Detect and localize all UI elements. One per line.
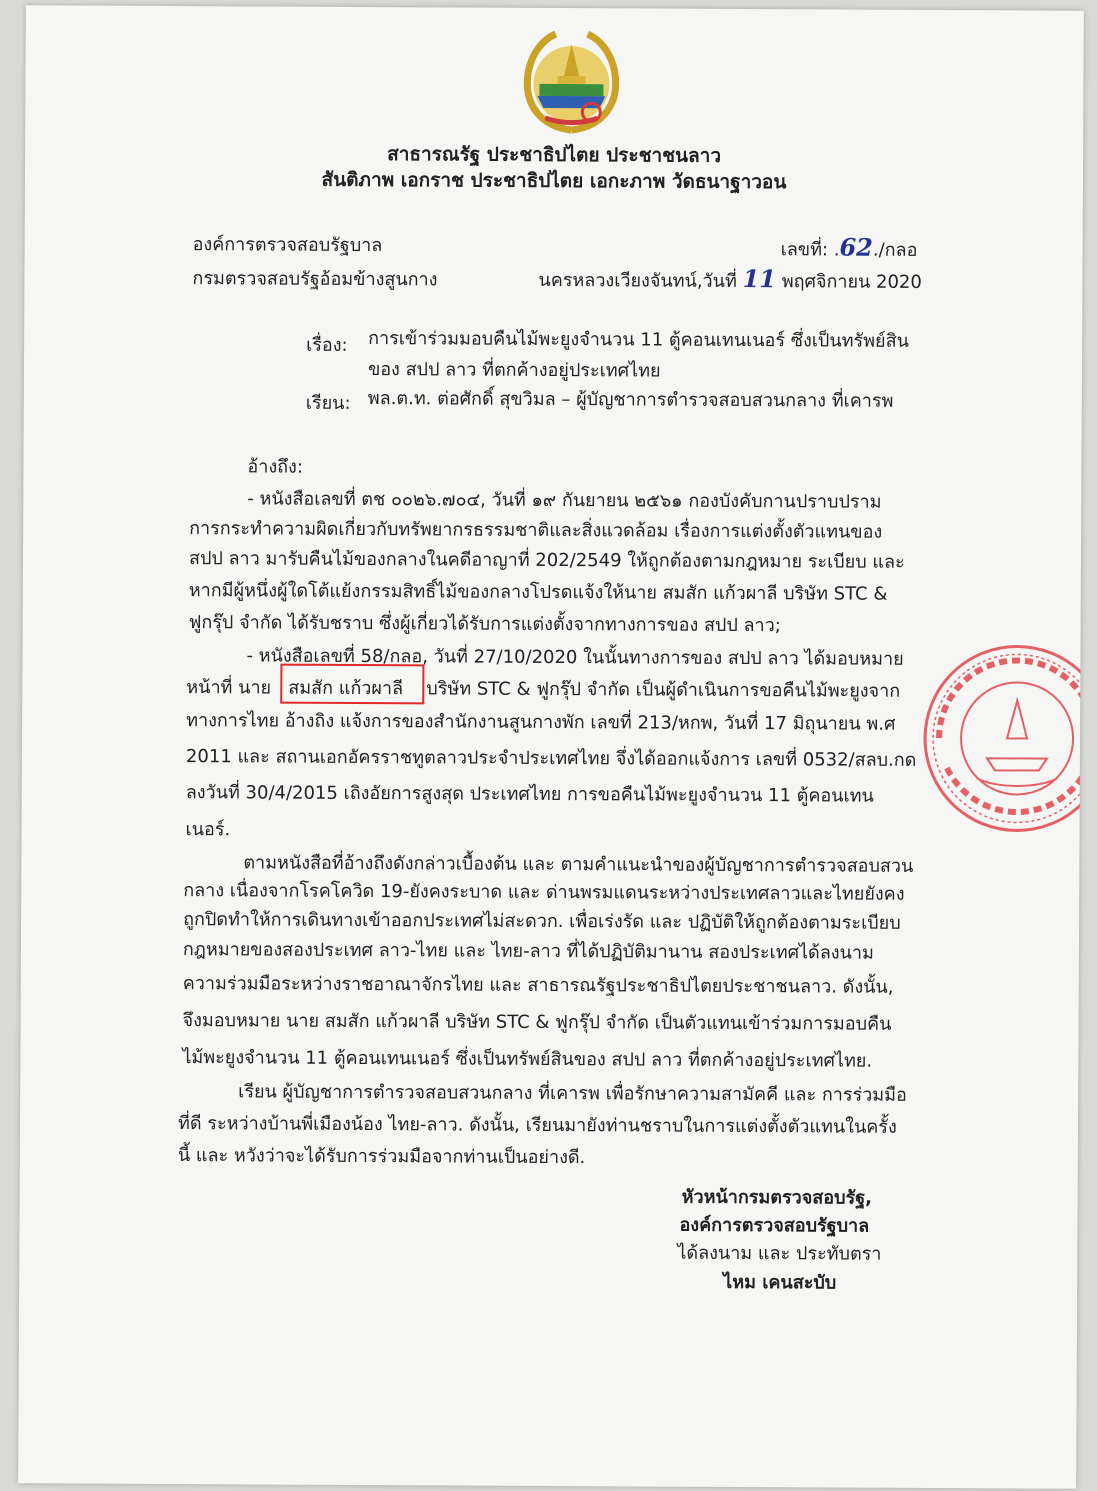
body-line: ถูกปิดทำให้การเดินทางเข้าออกประเทศไม่สะดวก. เพื่อเร่งรัด และ ปฏิบัติให้ถูกต้องตามระเบียบ [183, 909, 901, 934]
header-line1: สาธารณรัฐ ประชาธิปไตย ประชาชนลาว [387, 143, 722, 167]
subject-label: เรื่อง: [306, 334, 348, 356]
recipient-label: เรียน: [305, 392, 351, 414]
sender-org: องค์การตรวจสอบรัฐบาล [192, 234, 383, 257]
body-line: เรียน ผู้บัญชาการตำรวจสอบสวนกลาง ที่เคารพ เพื่อรักษาความสามัคคี และ การร่วมมือ [238, 1081, 907, 1106]
signature-title1: หัวหน้ากรมตรวจสอบรัฐ, [681, 1186, 873, 1209]
body-line: 2011 และ สถานเอกอัครราชทูตลาวประจำประเทศไทย จึ่งได้ออกแจ้งการ เลขที่ 0532/สลบ.กด [185, 746, 917, 771]
date-prefix: นครหลวงเวียงจันทน์,วันที่ [538, 269, 737, 292]
national-emblem-icon [521, 26, 622, 137]
body-line: การกระทำความผิดเกี่ยวกับทรัพยากรธรรมชาติและสิ่งแวดล้อม เรื่องการแต่งตั้งตัวแทนของ [189, 518, 883, 543]
body-line: ทางการไทย อ้างถิง แจ้งการของสำนักงานสูนกางพัก เลขที่ 213/หกพ, วันที่ 17 มิถุนายน พ.ศ [186, 710, 896, 735]
signature-note: ได้ลงนาม และ ประทับตรา [677, 1242, 882, 1265]
signature-name: ไหม เคนสะบับ [723, 1271, 837, 1294]
body-line: ฟูกรุ๊ป จำกัด ได้รับชราบ ซึ่งผู้เกี่ยวได้รับการแต่งตั้งจากทางการของ สปป ลาว; [188, 612, 781, 637]
body-line: ไม้พะยูงจำนวน 11 ตู้คอนเทนเนอร์ ซึ่งเป็นทรัพย์สินของ สปป ลาว ที่ตกค้างอยู่ประเทศไทย. [182, 1047, 873, 1072]
body-line: เนอร์. [185, 819, 231, 841]
header-line2: สันติภาพ เอกราช ประชาธิปไตย เอกะภาพ วัดธนาฐาวอน [321, 168, 787, 194]
references-label: อ้างถึง: [247, 456, 303, 478]
body-line: จึงมอบหมาย นาย สมสัก แก้วผาลี บริษัท STC & ฟูกรุ๊ป จำกัด เป็นตัวแทนเข้าร่วมการมอบคืน [182, 1010, 892, 1035]
date-rest: พฤศจิกายน 2020 [781, 271, 922, 293]
body-line: ลงวันที่ 30/4/2015 เถิงอัยการสูงสุด ประเทศไทย การขอคืนไม้พะยูงจำนวน 11 ตู้คอนเทน [185, 782, 874, 807]
signature-title2: องค์การตรวจสอบรัฐบาล [679, 1214, 870, 1237]
body-line: - หนังสือเลขที่ 58/กลอ, วันที่ 27/10/2020 ในนั้นทางการของ สปป ลาว ได้มอบหมาย [246, 645, 904, 670]
subject-line2: ของ สปป ลาว ที่ตกค้างอยู่ประเทศไทย [367, 359, 661, 382]
ref-handwritten-number: 62 [839, 232, 873, 262]
official-stamp-icon [917, 638, 1084, 839]
body-line: สปป ลาว มารับคืนไม้ของกลางในคดีอาญาที่ 202/2549 ให้ถูกต้องตามกฎหมาย ระเบียบ และ [188, 548, 905, 573]
body-line: กลาง เนื่องจากโรคโควิด 19-ยังคงระบาด และ ด่านพรมแดนระหว่างประเทศลาวและไทยยังคง [183, 880, 905, 905]
highlighted-name: สมสัก แก้วผาลี [288, 677, 404, 700]
body-line: กฎหมายของสองประเทศ ลาว-ไทย และ ไทย-ลาว ที่ได้ปฏิบัติมานาน สองประเทศได้ลงนาม [182, 939, 874, 964]
sender-dept: กรมตรวจสอบรัฐอ้อมข้างสูนกาง [192, 268, 438, 291]
ref-number [780, 232, 918, 262]
body-line: บริษัท STC & ฟูกรุ๊ป จำกัด เป็นผู้ดำเนินการขอคืนไม้พะยูงจาก [426, 678, 901, 702]
body-line: หน้าที่ นาย [186, 677, 272, 699]
date-line [538, 263, 922, 294]
subject-line1: การเข้าร่วมมอบคืนไม้พะยูงจำนวน 11 ตู้คอนเทนเนอร์ ซึ่งเป็นทรัพย์สิน [368, 328, 909, 352]
ref-label: เลขที่: . [780, 239, 840, 261]
body-line: - หนังสือเลขที่ ตช ๐๐๒๖.๗๐๔, วันที่ ๑๙ กันยายน ๒๕๖๑ กองบังคับกานปราบปราม [247, 488, 882, 513]
body-line: นี้ และ หวังว่าจะได้รับการร่วมมือจากท่านเป็นอย่างดี. [177, 1145, 586, 1169]
recipient-text: พล.ต.ท. ต่อศักดิ์ สุขวิมล – ผู้บัญชาการตำรวจสอบสวนกลาง ที่เคารพ [367, 388, 894, 412]
document-page [18, 5, 1084, 1489]
date-handwritten-day: 11 [742, 263, 777, 294]
body-line: ตามหนังสือที่อ้างถึงดังกล่าวเบื้องต้น และ ตามคำแนะนำของผู้บัญชาการตำรวจสอบสวน [243, 852, 914, 877]
body-line: ที่ดี ระหว่างบ้านพี่เมืองน้อง ไทย-ลาว. ดังนั้น, เรียนมายังท่านชราบในการแต่งตั้งตัวแทนในครั้ง [177, 1113, 897, 1138]
body-line: หากมีผู้หนึ่งผู้ใดโต้แย้งกรรมสิทธิ์ไม้ของกลางโปรดแจ้งให้นาย สมสัก แก้วผาลี บริษัท STC & [188, 580, 888, 605]
ref-suffix: ./กลอ [872, 239, 918, 261]
body-line: ความร่วมมือระหว่างราชอาณาจักรไทย และ สาธารณรัฐประชาธิปไตยประชาชนลาว. ดังนั้น, [182, 973, 894, 998]
